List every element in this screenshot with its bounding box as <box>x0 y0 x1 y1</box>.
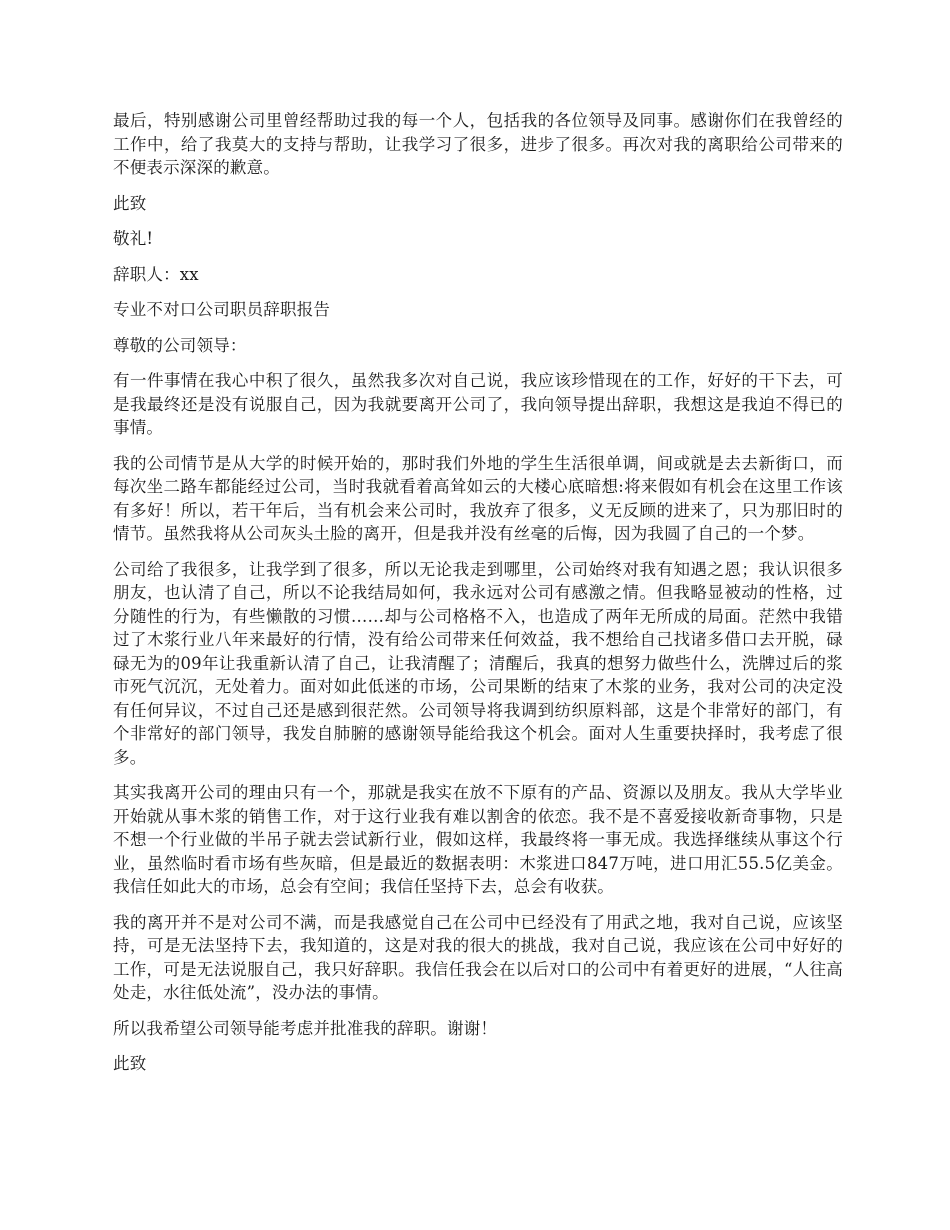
paragraph-salutation-final: 此致 <box>113 1054 147 1073</box>
paragraph-reason: 其实我离开公司的理由只有一个，那就是我实在放不下原有的产品、资源以及朋友。我从大学毕业开始就从事木浆的销售工作，对于这行业我有难以割舍的依恋。我不是不喜爱接收新奇事物，只是不想一个行业做的半吊子就去尝试新行业，假如这样，我最终将一事无成。我选择继续从事这个行业，虽然临时看市场有些灰暗，但是最近的数据表明：木浆进口847万吨，进口用汇55.5亿美金。我信任如此大的市场，总会有空间；我信任坚持下去，总会有收获。 <box>113 783 843 896</box>
paragraph-request: 所以我希望公司领导能考虑并批准我的辞职。谢谢！ <box>113 1018 498 1038</box>
paragraph-gratitude: 公司给了我很多，让我学到了很多，所以无论我走到哪里，公司始终对我有知遇之恩；我认识很多朋友，也认清了自己，所以不论我结局如何，我永远对公司有感激之情。但我略显被动的性格，过分随性的行为，有些懒散的习惯……却与公司格格不入，也造成了两年无所成的局面。茫然中我错过了木浆行业八年来最好的行情，没有给公司带来任何效益，我不想给自己找诸多借口去开脱，碌碌无为的09年让我重新认清了自己，让我清醒了；清醒后，我真的想努力做些什么，洗牌过后的浆市死气沉沉，无处着力。面对如此低迷的市场，公司果断的结束了木浆的业务，我对公司的决定没有任何异议，不过自己还是感到很茫然。公司领导将我调到纺织原料部，这是个非常好的部门，有个非常好的部门领导，我发自肺腑的感谢领导能给我这个机会。面对人生重要抉择时，我考虑了很多。 <box>113 559 843 767</box>
paragraph-greeting: 尊敬的公司领导： <box>113 335 247 355</box>
paragraph-closing-thanks: 最后，特别感谢公司里曾经帮助过我的每一个人，包括我的各位领导及同事。感谢你们在我曾经的工作中，给了我莫大的支持与帮助，让我学习了很多，进步了很多。再次对我的离职给公司带来的不便表示深深的歉意。 <box>113 111 843 177</box>
paragraph-company-story: 我的公司情节是从大学的时候开始的，那时我们外地的学生生活很单调，间或就是去去新街口，而每次坐二路车都能经过公司，当时我就看着高耸如云的大楼心底暗想:将来假如有机会在这里工作该有多好！所以，若干年后，当有机会来公司时，我放弃了很多，义无反顾的进来了，只为那旧时的情节。虽然我将从公司灰头土脸的离开，但是我并没有丝毫的后悔，因为我圆了自己的一个梦。 <box>113 453 843 543</box>
paragraph-intro: 有一件事情在我心中积了很久，虽然我多次对自己说，我应该珍惜现在的工作，好好的干下去，可是我最终还是没有说服自己，因为我就要离开公司了，我向领导提出辞职，我想这是我迫不得已的事情。 <box>113 371 843 437</box>
paragraph-salutation-cizhi: 此致 <box>113 193 147 213</box>
document-title: 专业不对口公司职员辞职报告 <box>113 300 331 319</box>
document-body <box>113 109 843 1088</box>
paragraph-salutation-jingli: 敬礼! <box>113 229 154 248</box>
paragraph-not-dissatisfied: 我的离开并不是对公司不满，而是我感觉自己在公司中已经没有了用武之地，我对自己说，应该坚持，可是无法坚持下去，我知道的，这是对我的很大的挑战，我对自己说，我应该在公司中好好的工作，可是无法说服自己，我只好辞职。我信任我会在以后对口的公司中有着更好的进展，“人往高处走，水往低处流”，没办法的事情。 <box>113 912 843 1002</box>
paragraph-signature: 辞职人：xx <box>113 264 199 284</box>
